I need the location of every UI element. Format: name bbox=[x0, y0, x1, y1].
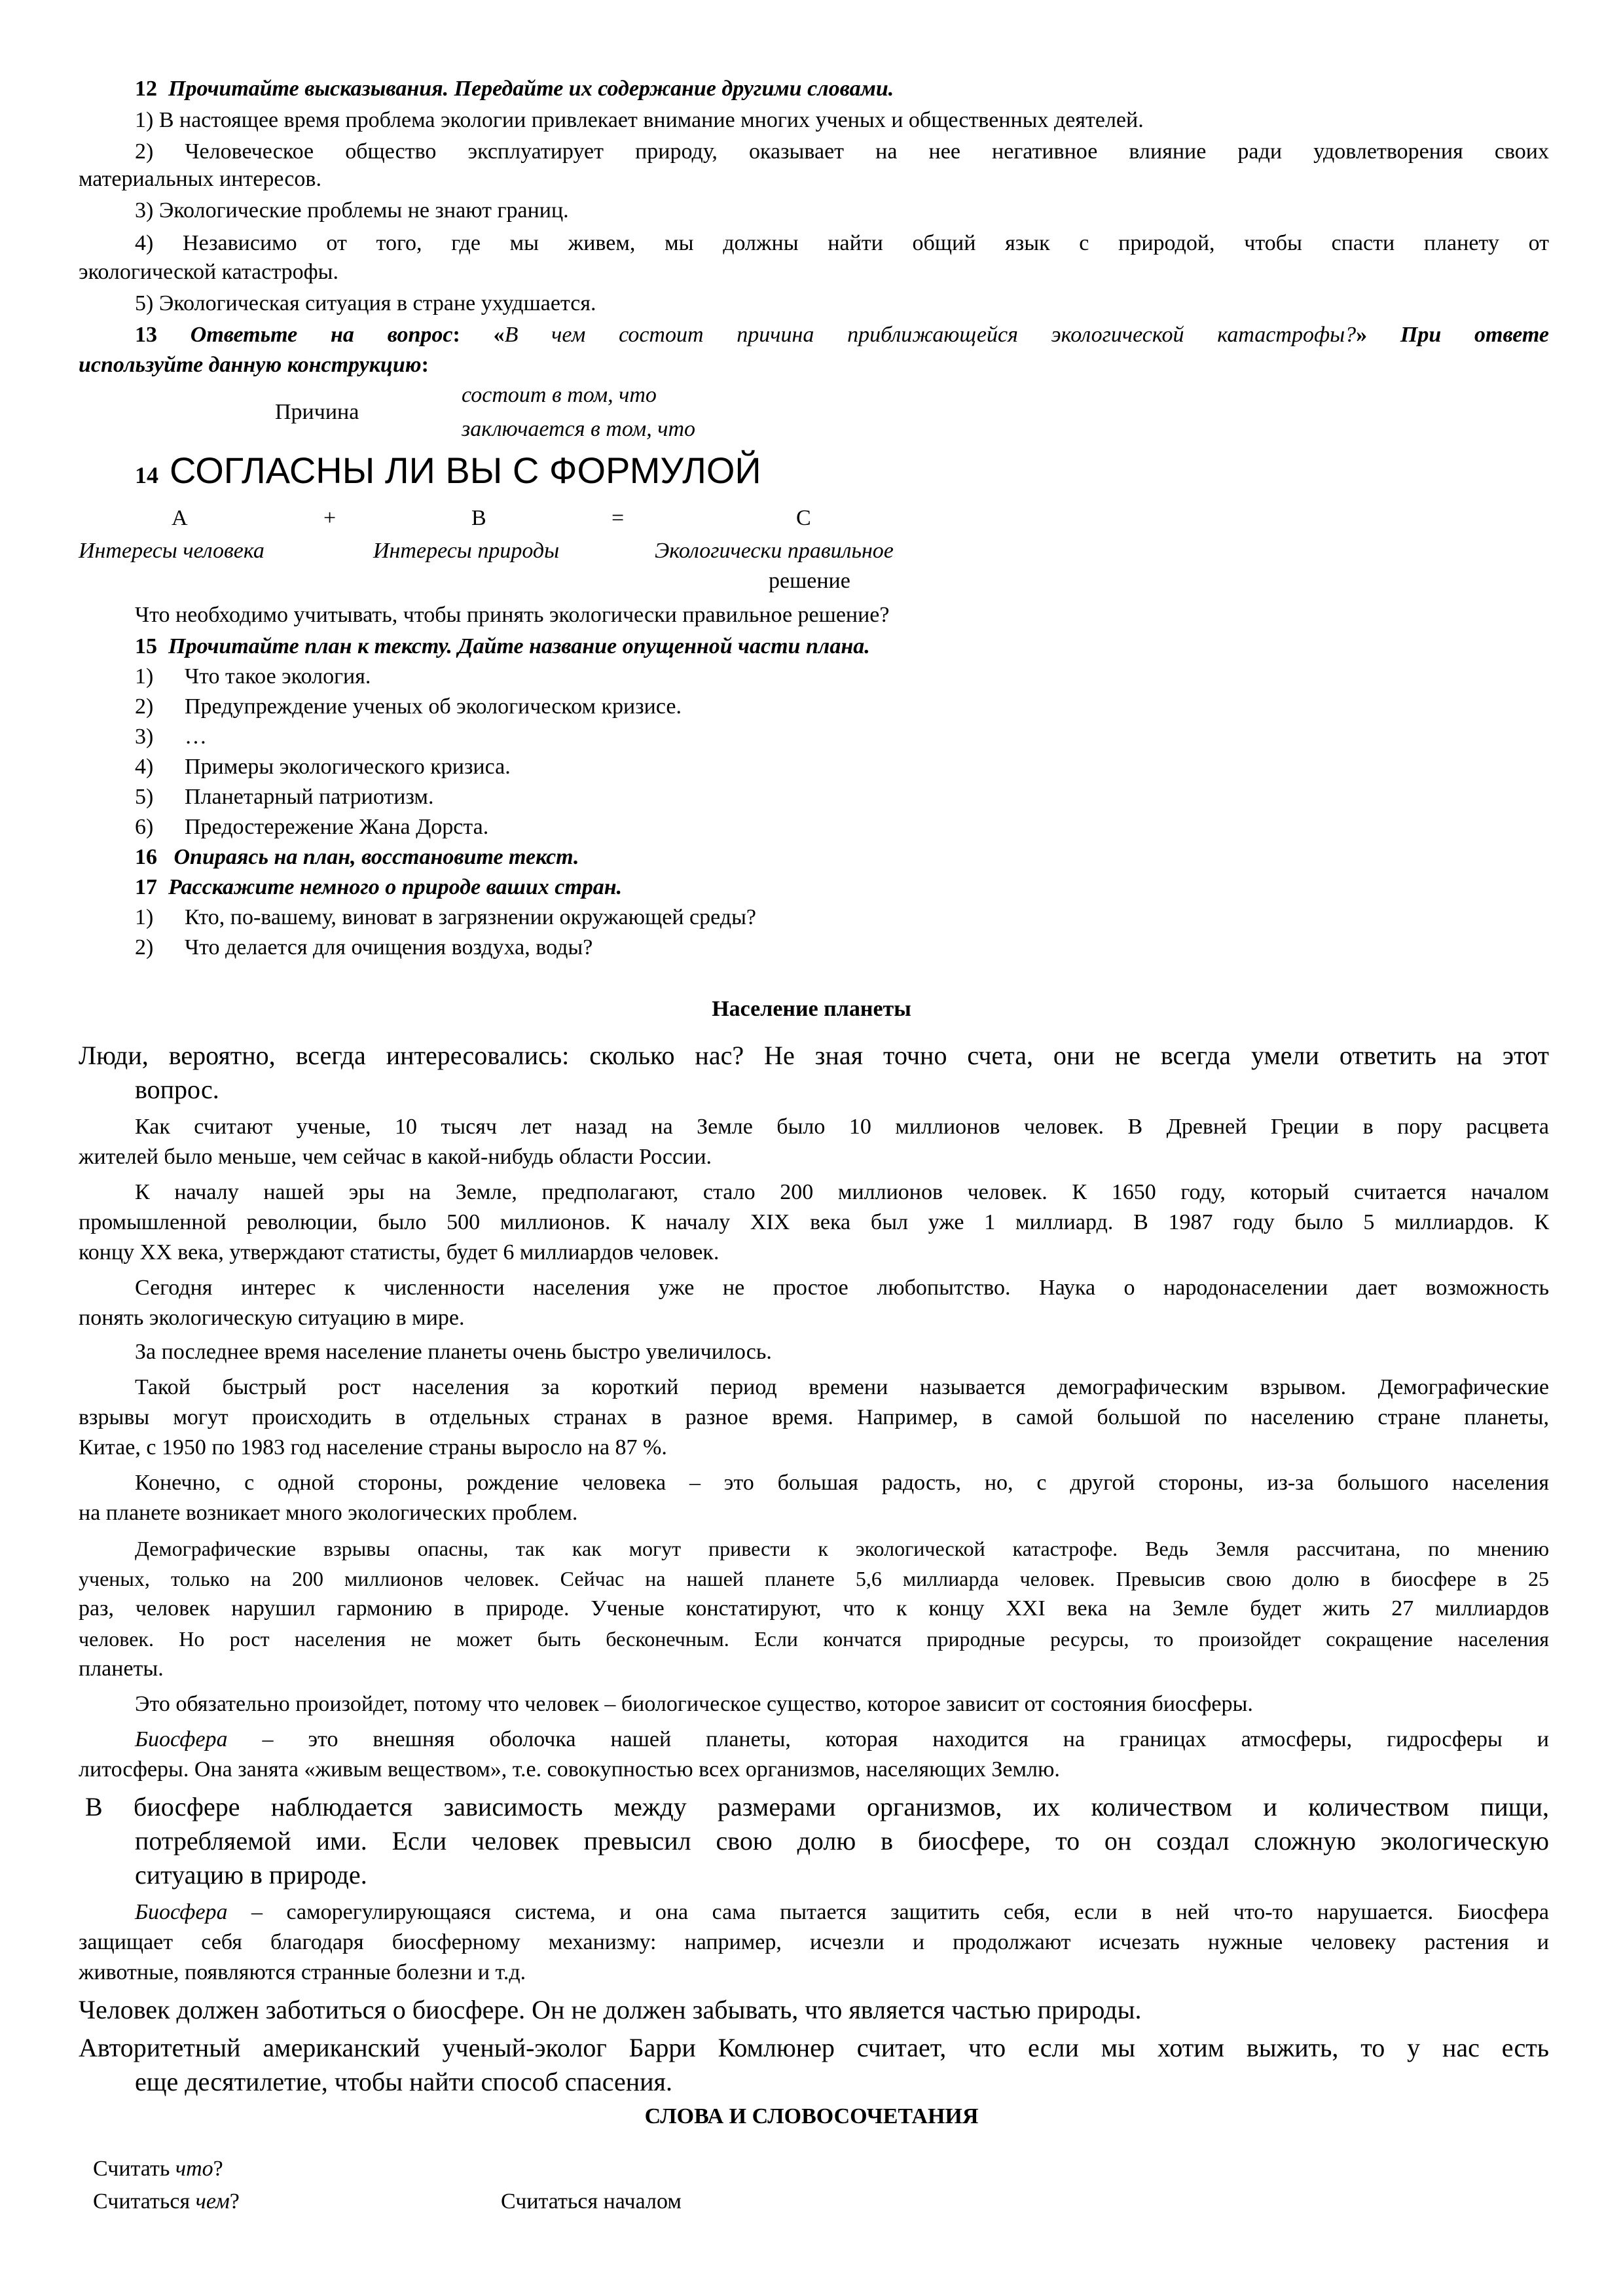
list-item: 1) В настоящее время проблема экологии привлекает внимание многих ученых и общественных деятелей. bbox=[135, 108, 1144, 132]
list-item bbox=[135, 692, 682, 721]
list-item bbox=[135, 813, 489, 842]
paragraph-line: промышленной революции, было 500 миллионов. К началу XIX века был уже 1 миллиард. В 1987 году было 5 миллиардов. К bbox=[79, 1210, 1549, 1234]
exercise-lead: Ответьте на вопрос bbox=[190, 323, 453, 347]
vocab-word: Считаться bbox=[93, 2189, 196, 2214]
paragraph-line: За последнее время население планеты очень быстро увеличилось. bbox=[135, 1340, 772, 1364]
list-number: 5) bbox=[135, 785, 154, 809]
paragraph-line: концу XX века, утверждают статисты, будет 6 миллиардов человек. bbox=[79, 1240, 720, 1265]
exercise-number: 14 bbox=[135, 462, 158, 488]
formula-c-label-cont: решение bbox=[769, 569, 850, 593]
term-biosphere: Биосфера bbox=[135, 1727, 228, 1751]
exercise-tail: используйте данную конструкцию bbox=[79, 353, 422, 377]
list-text: Планетарный патриотизм. bbox=[185, 785, 434, 809]
list-text: Предостережение Жана Дорста. bbox=[185, 815, 489, 839]
exercise-13-heading bbox=[135, 321, 1549, 350]
paragraph-line: защищает себя благодаря биосферному механизму: например, исчезли и продолжают исчезать нужные человеку растения и bbox=[79, 1930, 1549, 1954]
paragraph-line: Люди, вероятно, всегда интересовались: сколько нас? Не зная точно счета, они не всегда умели ответить на этот bbox=[79, 1041, 1549, 1070]
vocab-case: что bbox=[175, 2157, 213, 2181]
paragraph-line: В биосфере наблюдается зависимость между размерами организмов, их количеством и количеством пищи, bbox=[85, 1792, 1549, 1821]
list-item: 5) Экологическая ситуация в стране ухудшается. bbox=[135, 291, 596, 315]
exercise-13-heading-cont bbox=[79, 351, 429, 380]
vocab-heading: СЛОВА И СЛОВОСОЧЕТАНИЯ bbox=[644, 2104, 979, 2128]
list-item: 2) Человеческое общество эксплуатирует природу, оказывает на нее негативное влияние ради удовлетворения своих bbox=[135, 139, 1549, 164]
exercise-question: В чем состоит причина приближающейся экологической катастрофы? bbox=[504, 323, 1357, 347]
paragraph-line: еще десятилетие, чтобы найти способ спасения. bbox=[135, 2067, 672, 2096]
list-number: 1) bbox=[135, 905, 154, 929]
paragraph-line: Конечно, с одной стороны, рождение человека – это большая радость, но, с другой стороны, из-за большого населения bbox=[135, 1471, 1549, 1495]
formula-b-label: Интересы природы bbox=[373, 539, 560, 563]
formula-a-label: Интересы человека bbox=[79, 539, 264, 563]
paragraph-line: на планете возникает много экологических проблем. bbox=[79, 1501, 578, 1525]
punctuation: : « bbox=[452, 323, 505, 347]
list-item bbox=[135, 662, 371, 691]
punctuation: : bbox=[421, 353, 429, 377]
list-number: 2) bbox=[135, 935, 154, 960]
list-number: 6) bbox=[135, 815, 154, 839]
paragraph-line: ученых, только на 200 миллионов человек. Сейчас на нашей планете 5,6 миллиарда человек. Превысив свою долю в биосфере в 25 bbox=[79, 1567, 1549, 1590]
paragraph-line: К началу нашей эры на Земле, предполагают, стало 200 миллионов человек. К 1650 году, который считается началом bbox=[135, 1180, 1549, 1204]
paragraph-line: литосферы. Она занята «живым веществом», т.е. совокупностью всех организмов, населяющих Землю. bbox=[79, 1757, 1060, 1782]
construction-option: заключается в том, что bbox=[462, 417, 695, 441]
exercise-17-heading bbox=[135, 873, 622, 902]
paragraph-line: Такой быстрый рост населения за короткий период времени называется демографическим взрывом. Демографические bbox=[135, 1375, 1549, 1399]
paragraph-line: человек. Но рост населения не может быть бесконечным. Если кончатся природные ресурсы, то произойдет сокращение населения bbox=[79, 1627, 1549, 1651]
list-item bbox=[135, 723, 207, 751]
list-text: Что такое экология. bbox=[185, 664, 371, 689]
list-number: 4) bbox=[135, 755, 154, 779]
paragraph-line bbox=[135, 1725, 1549, 1754]
paragraph-line: планеты. bbox=[79, 1657, 164, 1681]
exercise-title: Прочитайте план к тексту. Дайте название опущенной части плана. bbox=[168, 634, 870, 658]
exercise-title: СОГЛАСНЫ ЛИ ВЫ С ФОРМУЛОЙ bbox=[170, 450, 761, 491]
formula-plus: + bbox=[323, 506, 337, 530]
paragraph-line: понять экологическую ситуацию в мире. bbox=[79, 1306, 465, 1330]
list-text: Кто, по-вашему, виноват в загрязнении окружающей среды? bbox=[185, 905, 757, 929]
paragraph-line: раз, человек нарушил гармонию в природе. Ученые констатируют, что к концу XXI века на Земле будет жить 27 миллиардов bbox=[79, 1596, 1549, 1621]
list-number: 2) bbox=[135, 694, 154, 719]
list-text: Примеры экологического кризиса. bbox=[185, 755, 511, 779]
paragraph-line: Авторитетный американский ученый-эколог Барри Комлюнер считает, что если мы хотим выжить, то у нас есть bbox=[79, 2033, 1549, 2062]
list-item: 3) Экологические проблемы не знают границ. bbox=[135, 198, 569, 223]
paragraph-line: жителей было меньше, чем сейчас в какой-нибудь области России. bbox=[79, 1145, 712, 1169]
paragraph-text: – это внешняя оболочка нашей планеты, которая находится на границах атмосферы, гидросферы и bbox=[227, 1727, 1549, 1751]
construction-option: состоит в том, что bbox=[462, 383, 657, 407]
paragraph-line: взрывы могут происходить в отдельных странах в разное время. Например, в самой большой по населению стране планеты, bbox=[79, 1405, 1549, 1429]
exercise-number: 17 bbox=[135, 875, 157, 899]
exercise-12-heading bbox=[135, 75, 894, 103]
punctuation: » bbox=[1356, 323, 1368, 347]
punctuation: ? bbox=[229, 2189, 240, 2214]
list-item-continuation: материальных интересов. bbox=[79, 167, 321, 191]
paragraph-text: – саморегулирующаяся система, и она сама пытается защитить себя, если в ней что-то нарушается. Биосфера bbox=[227, 1900, 1549, 1924]
construction-word: Причина bbox=[275, 400, 359, 424]
exercise-15-heading bbox=[135, 632, 870, 661]
paragraph-line: вопрос. bbox=[135, 1075, 219, 1104]
exercise-number: 13 bbox=[135, 323, 157, 347]
list-number: 1) bbox=[135, 664, 154, 689]
formula-b: В bbox=[471, 506, 486, 530]
vocab-case: чем bbox=[195, 2189, 230, 2214]
paragraph-line: животные, появляются странные болезни и т.д. bbox=[79, 1960, 526, 1984]
exercise-title: Прочитайте высказывания. Передайте их содержание другими словами. bbox=[168, 77, 894, 101]
exercise-number: 12 bbox=[135, 77, 157, 101]
vocab-word: Считать bbox=[93, 2157, 175, 2181]
list-item-continuation: экологической катастрофы. bbox=[79, 260, 338, 284]
exercise-number: 15 bbox=[135, 634, 157, 658]
list-text: … bbox=[185, 725, 207, 749]
paragraph-line: Демографические взрывы опасны, так как могут привести к экологической катастрофе. Ведь Земля рассчитана, по мнению bbox=[135, 1537, 1549, 1560]
formula-a: А bbox=[172, 506, 188, 530]
list-item: 4) Независимо от того, где мы живем, мы должны найти общий язык с природой, чтобы спасти планету от bbox=[135, 231, 1549, 255]
text-heading: Население планеты bbox=[712, 997, 911, 1021]
exercise-16-heading bbox=[135, 843, 579, 872]
paragraph-line: Это обязательно произойдет, потому что человек – биологическое существо, которое зависит от состояния биосферы. bbox=[135, 1692, 1253, 1716]
paragraph-line bbox=[135, 1898, 1549, 1927]
paragraph-line: ситуацию в природе. bbox=[135, 1860, 367, 1890]
exercise-title: Расскажите немного о природе ваших стран. bbox=[168, 875, 623, 899]
formula-c-label: Экологически правильное bbox=[655, 539, 894, 563]
exercise-tail: При ответе bbox=[1400, 323, 1549, 347]
exercise-title: Опираясь на план, восстановите текст. bbox=[173, 845, 579, 869]
paragraph-line: Как считают ученые, 10 тысяч лет назад на Земле было 10 миллионов человек. В Древней Греции в пору расцвета bbox=[135, 1115, 1549, 1139]
term-biosphere: Биосфера bbox=[135, 1900, 228, 1924]
paragraph-line: Сегодня интерес к численности населения уже не простое любопытство. Наука о народонаселении дает возможность bbox=[135, 1276, 1549, 1300]
vocab-row bbox=[93, 2187, 240, 2216]
paragraph-line: потребляемой ими. Если человек превысил свою долю в биосфере, то он создал сложную экологическую bbox=[135, 1826, 1549, 1856]
list-number: 3) bbox=[135, 725, 154, 749]
exercise-question: Что необходимо учитывать, чтобы принять экологически правильное решение? bbox=[135, 603, 890, 627]
list-item bbox=[135, 783, 434, 812]
paragraph-line: Человек должен заботиться о биосфере. Он не должен забывать, что является частью природы. bbox=[79, 1995, 1142, 2024]
exercise-14-heading bbox=[135, 449, 761, 498]
list-text: Что делается для очищения воздуха, воды? bbox=[185, 935, 593, 960]
list-text: Предупреждение ученых об экологическом кризисе. bbox=[185, 694, 682, 719]
punctuation: ? bbox=[213, 2157, 223, 2181]
vocab-example: Считаться началом bbox=[501, 2189, 682, 2214]
list-item bbox=[135, 933, 593, 962]
exercise-number: 16 bbox=[135, 845, 157, 869]
paragraph-line: Китае, с 1950 по 1983 год население страны выросло на 87 %. bbox=[79, 1435, 667, 1460]
list-item bbox=[135, 753, 511, 781]
list-item bbox=[135, 903, 757, 932]
vocab-row bbox=[93, 2155, 223, 2183]
formula-c: С bbox=[796, 506, 811, 530]
formula-equals: = bbox=[611, 506, 625, 530]
